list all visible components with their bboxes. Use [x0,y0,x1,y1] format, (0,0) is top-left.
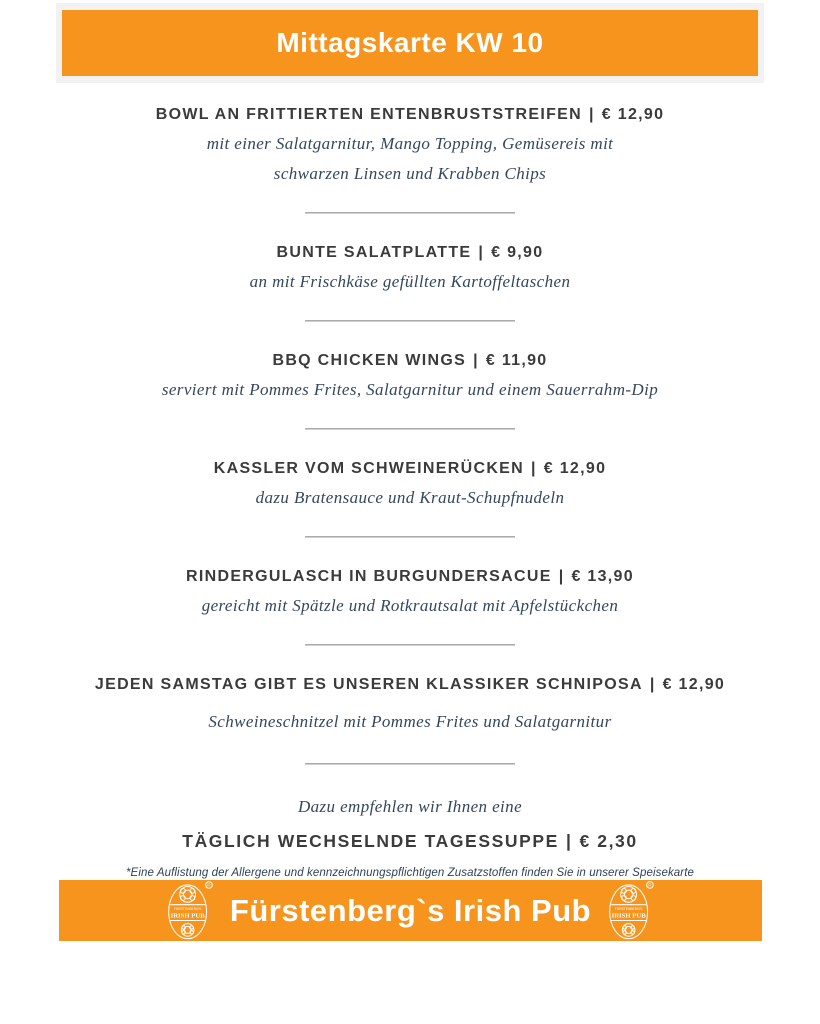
soup-intro-text: Dazu empfehlen wir Ihnen eine [297,797,523,816]
dish-price: € 12,90 [601,106,665,123]
irish-pub-logo-icon [166,881,214,941]
section-divider [305,536,515,538]
menu-item [50,676,770,737]
section-divider [305,763,515,765]
dish-description [50,591,770,621]
price-separator: | [558,568,565,585]
lunch-menu [50,106,770,879]
dish-description-line: schwarzen Linsen und Krabben Chips [273,164,547,183]
section-divider [305,212,515,214]
allergen-note: *Eine Auflistung der Allergene und kennzeichnungspflichtigen Zusatzstoffen finden Sie in unserer Speisekarte [125,867,695,879]
dish-price: € 12,90 [662,676,726,693]
section-divider [305,644,515,646]
dish-price: € 13,90 [571,568,634,585]
section-divider [305,320,515,322]
footer-banner [59,880,762,941]
price-separator: | [565,831,573,851]
dish-name: BBQ CHICKEN WINGS [272,352,467,369]
logo-irish-pub-text: IRISH PUB [170,912,205,920]
menu-item [50,352,770,405]
price-separator: | [589,106,595,123]
dish-description-line: dazu Bratensauce und Kraut-Schupfnudeln [255,488,565,507]
dish-description [50,375,770,405]
menu-item-title [50,568,770,586]
logo-pub-name-text: FÜRSTENBERG'S [614,906,643,911]
irish-pub-logo-icon [607,881,655,941]
dish-price: € 11,90 [485,352,548,369]
registered-trademark-icon: R [207,883,211,889]
dish-name: TÄGLICH WECHSELNDE TAGESSUPPE [182,831,559,851]
menu-item [50,460,770,513]
menu-item-title [50,676,770,694]
dish-name: JEDEN SAMSTAG GIBT ES UNSEREN KLASSIKER SCHNIPOSA [94,676,643,693]
price-separator: | [473,352,479,369]
section-divider [305,428,515,430]
page-title: Mittagskarte KW 10 [276,27,544,58]
price-separator: | [531,460,537,477]
price-separator: | [478,244,485,261]
dish-description-line: serviert mit Pommes Frites, Salatgarnitur und einem Sauerrahm-Dip [161,380,659,399]
pub-name-title: Fürstenberg`s Irish Pub [229,892,592,928]
registered-trademark-icon: R [648,883,652,889]
logo-irish-pub-text: IRISH PUB [611,912,646,920]
dish-description-line: mit einer Salatgarnitur, Mango Topping, Gemüsereis mit [206,134,614,153]
price-separator: | [649,676,656,693]
dish-description [50,267,770,297]
dish-price: € 9,90 [491,244,544,261]
dish-name: BUNTE SALATPLATTE [276,244,472,261]
menu-item-title [50,352,770,370]
dish-description [50,483,770,513]
dish-description [50,707,770,737]
soup-title [50,831,770,852]
dish-name: BOWL AN FRITTIERTEN ENTENBRUSTSTREIFEN [155,106,583,123]
menu-item [50,106,770,189]
menu-item [50,244,770,297]
dish-description-line: Schweineschnitzel mit Pommes Frites und Salatgarnitur [208,712,612,731]
dish-description-line: an mit Frischkäse gefüllten Kartoffeltaschen [249,272,571,291]
header-banner [62,10,758,76]
dish-price: € 2,30 [579,831,638,851]
dish-description-line: gereicht mit Spätzle und Rotkrautsalat mit Apfelstückchen [201,596,619,615]
soup-recommendation [50,797,770,879]
menu-item-title [50,460,770,478]
menu-item-title [50,106,770,124]
dish-description [50,129,770,189]
header-banner-frame [56,3,764,83]
dish-price: € 12,90 [543,460,607,477]
logo-pub-name-text: FÜRSTENBERG'S [173,906,202,911]
menu-item-title [50,244,770,262]
menu-item [50,568,770,621]
dish-name: KASSLER VOM SCHWEINERÜCKEN [213,460,524,477]
dish-name: RINDERGULASCH IN BURGUNDERSACUE [186,568,552,585]
